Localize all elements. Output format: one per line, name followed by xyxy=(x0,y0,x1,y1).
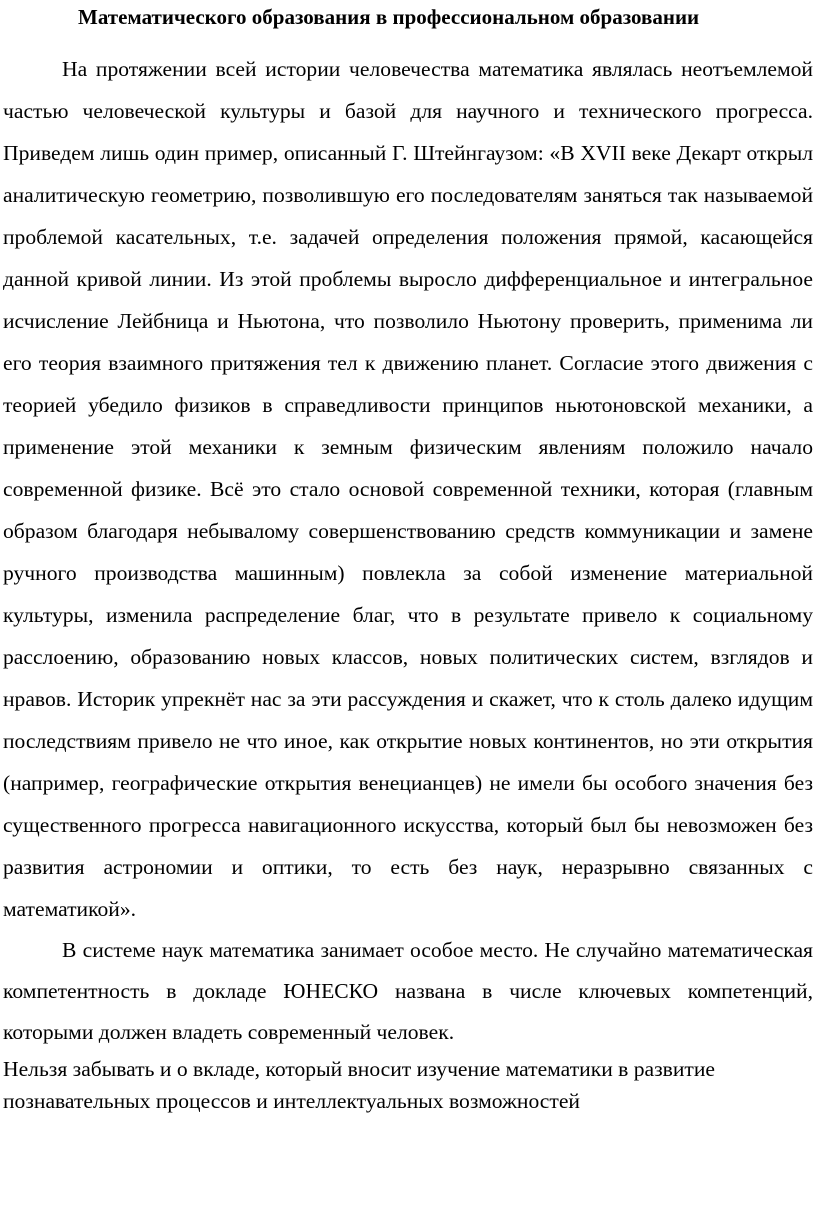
paragraph-cognitive-development: Нельзя забывать и о вкладе, который вносит изучение математики в развитие познавательных процессов и интеллектуальных возможностей xyxy=(3,1057,715,1113)
paragraph-system-of-sciences: В системе наук математика занимает особое место. Не случайно математическая компетентность в докладе ЮНЕСКО названа в числе ключевых компетенций, которыми должен владеть современный человек. xyxy=(3,938,813,1044)
paragraph-history: На протяжении всей истории человечества математика являлась неотъемлемой частью человеческой культуры и базой для научного и технического прогресса. Приведем лишь один пример, описанный Г. Штейнгаузом: «В XVII веке Декарт открыл аналитическую геометрию, позволившую его последователям заняться так называемой проблемой касательных, т.е. задачей определения положения прямой, касающейся данной кривой линии. Из этой проблемы выросло дифференциальное и интегральное исчисление Лейбница и Ньютона, что позволило Ньютону проверить, применима ли его теория взаимного притяжения тел к движению планет. Согласие этого движения с теорией убедило физиков в справедливости принципов ньютоновской механики, а применение этой механики к земным физическим явлениям положило начало современной физике. Всё это стало основой современной техники, которая (главным образом благодаря небывалому совершенствованию средств коммуникации и замене ручного производства машинным) повлекла за собой изменение материальной культуры, изменила распределение благ, что в результате привело к социальному расслоению, образованию новых классов, новых политических систем, взглядов и нравов. Историк упрекнёт нас за эти рассуждения и скажет, что к столь далеко идущим последствиям привело не что иное, как открытие новых континентов, но эти открытия (например, географические открытия венецианцев) не имели бы особого значения без существенного прогресса навигационного искусства, который был бы невозможен без развития астрономии и оптики, то есть без наук, неразрывно связанных с математикой». xyxy=(3,57,813,921)
document-title: Математического образования в профессиональном образовании xyxy=(78,5,700,29)
document-body xyxy=(3,48,813,1117)
